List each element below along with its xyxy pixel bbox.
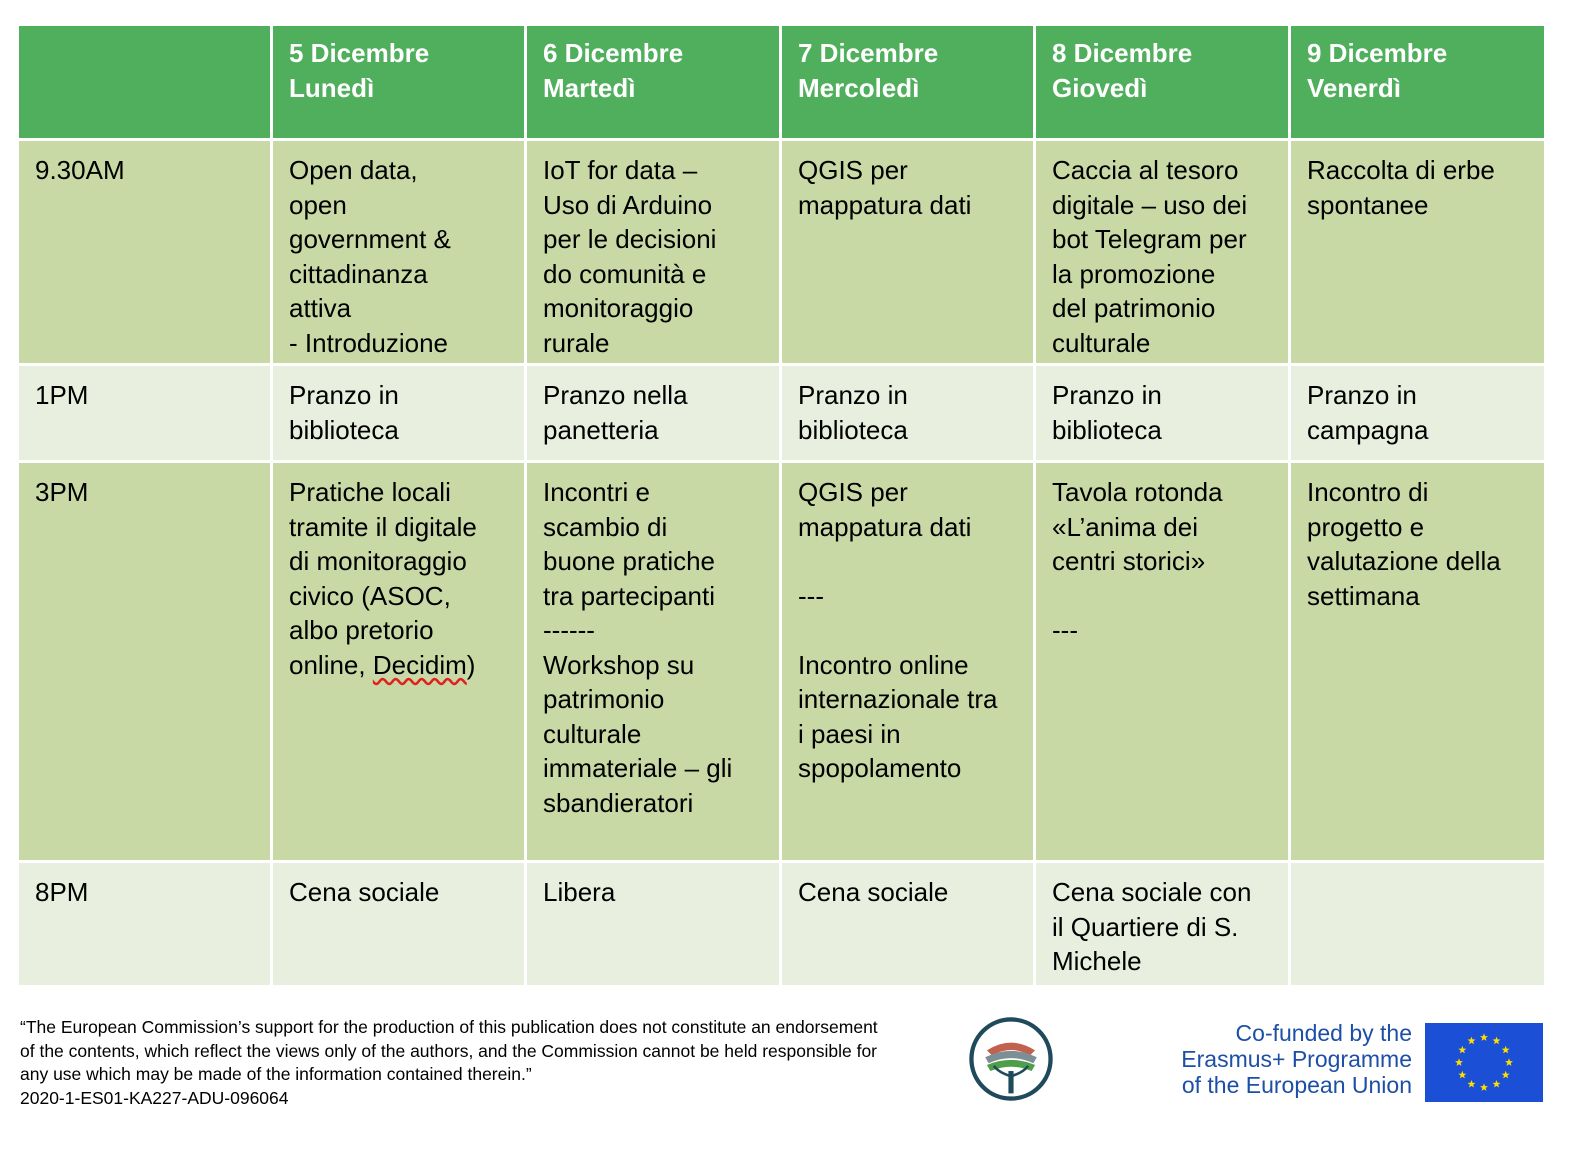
schedule-row-3pm (18, 462, 1546, 862)
eu-text-line: of the European Union (1181, 1072, 1412, 1098)
grant-code: 2020-1-ES01-KA227-ADU-096064 (20, 1087, 289, 1108)
header-day-5 (1290, 25, 1546, 140)
disclaimer-text: “The European Commission’s support for the production of this publication does not constitute an endorsement of the contents, which reflect the views only of the authors, and the Commission cannot be held responsible for any use which may be made of the information contained therein.” (20, 1017, 878, 1084)
header-day-2 (526, 25, 781, 140)
day-date: 6 Dicembre (543, 38, 684, 68)
day-date: 8 Dicembre (1052, 38, 1193, 68)
schedule-row-1pm (18, 365, 1546, 462)
activity-text: ) (466, 649, 476, 680)
activity-cell: QGIS per mappatura dati (781, 140, 1035, 365)
header-corner-cell (18, 25, 272, 140)
activity-cell: IoT for data – Uso di Arduino per le decisioni do comunità e monitoraggio rurale (526, 140, 781, 365)
day-weekday: Venerdì (1307, 72, 1401, 103)
activity-cell (1290, 862, 1546, 987)
time-cell: 3PM (18, 462, 272, 862)
day-date: 9 Dicembre (1307, 38, 1448, 68)
day-date: 7 Dicembre (798, 38, 939, 68)
day-weekday: Martedì (543, 72, 636, 103)
activity-cell: Open data, open government & cittadinanza attiva - Introduzione (272, 140, 526, 365)
header-day-4 (1035, 25, 1290, 140)
schedule-row-930am (18, 140, 1546, 365)
activity-cell: Pranzo in biblioteca (781, 365, 1035, 462)
header-row (18, 25, 1546, 140)
tree-logo-icon (968, 1016, 1054, 1102)
schedule-row-8pm (18, 862, 1546, 987)
header-day-1 (272, 25, 526, 140)
activity-cell (272, 462, 526, 862)
eu-text-line: Erasmus+ Programme (1181, 1046, 1412, 1072)
activity-cell: Pranzo in campagna (1290, 365, 1546, 462)
spellcheck-flagged-word: Decidim (372, 649, 467, 680)
schedule-table (16, 23, 1547, 988)
activity-cell: Cena sociale (781, 862, 1035, 987)
disclaimer-footer (20, 1016, 880, 1110)
activity-cell: Pranzo in biblioteca (272, 365, 526, 462)
activity-cell: Cena sociale (272, 862, 526, 987)
activity-cell: Pranzo nella panetteria (526, 365, 781, 462)
header-day-3 (781, 25, 1035, 140)
day-weekday: Giovedì (1052, 72, 1148, 103)
time-cell: 9.30AM (18, 140, 272, 365)
activity-cell: QGIS per mappatura dati --- Incontro online internazionale tra i paesi in spopolamento (781, 462, 1035, 862)
activity-text: Pratiche locali tramite il digitale di monitoraggio civico (ASOC, albo pretorio online, (289, 477, 477, 680)
eu-text-line: Co-funded by the (1235, 1020, 1412, 1046)
activity-cell: Caccia al tesoro digitale – uso dei bot Telegram per la promozione del patrimonio culturale (1035, 140, 1290, 365)
day-weekday: Mercoledì (798, 72, 920, 103)
activity-cell: Cena sociale con il Quartiere di S. Michele (1035, 862, 1290, 987)
day-date: 5 Dicembre (289, 38, 430, 68)
eu-flag-icon (1425, 1023, 1543, 1102)
activity-cell: Incontro di progetto e valutazione della settimana (1290, 462, 1546, 862)
activity-cell: Incontri e scambio di buone pratiche tra partecipanti ------ Workshop su patrimonio culturale immateriale – gli sbandieratori (526, 462, 781, 862)
activity-cell: Libera (526, 862, 781, 987)
eu-cofunding-statement (1160, 1020, 1412, 1098)
time-cell: 8PM (18, 862, 272, 987)
activity-cell: Raccolta di erbe spontanee (1290, 140, 1546, 365)
day-weekday: Lunedì (289, 72, 375, 103)
activity-cell: Tavola rotonda «L’anima dei centri storici» --- (1035, 462, 1290, 862)
time-cell: 1PM (18, 365, 272, 462)
activity-cell: Pranzo in biblioteca (1035, 365, 1290, 462)
